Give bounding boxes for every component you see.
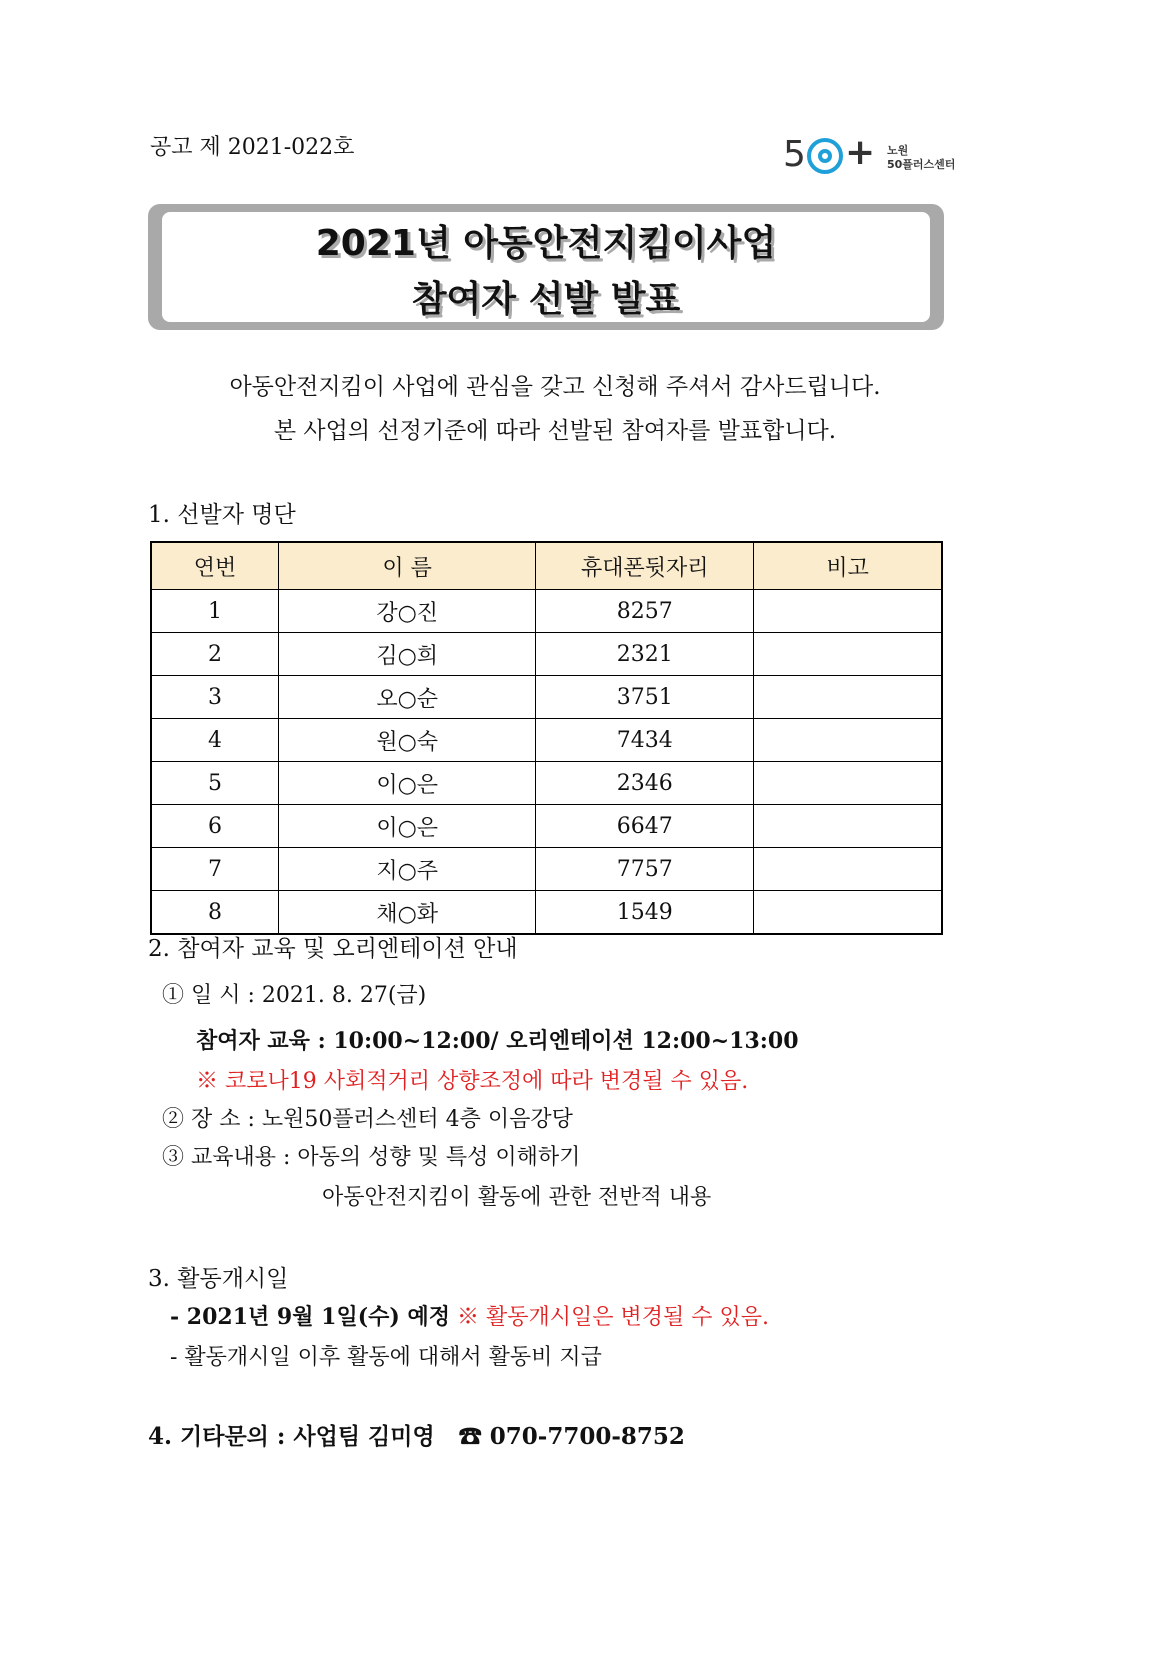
table-row — [151, 719, 942, 762]
table-cell — [754, 891, 942, 935]
title-box — [148, 204, 944, 330]
activity-pay: - 활동개시일 이후 활동에 대해서 활동비 지급 — [170, 1345, 602, 1370]
edu-note: ※ 코로나19 사회적거리 상향조정에 따라 변경될 수 있음. — [196, 1069, 749, 1094]
table-cell: 6647 — [536, 805, 754, 848]
table-cell: 오○순 — [278, 676, 535, 719]
table-cell: 김○희 — [278, 633, 535, 676]
table-row — [151, 676, 942, 719]
section3-heading: 3. 활동개시일 — [148, 1266, 289, 1292]
table-row — [151, 805, 942, 848]
table-cell: 7 — [151, 848, 278, 891]
start-date-note: ※ 활동개시일은 변경될 수 있음. — [456, 1305, 769, 1330]
selection-table — [150, 541, 943, 935]
table-cell: 3751 — [536, 676, 754, 719]
table-row — [151, 590, 942, 633]
edu-times: 참여자 교육 : 10:00~12:00/ 오리엔테이션 12:00~13:00 — [196, 1028, 799, 1054]
start-date: - 2021년 9월 1일(수) 예정 — [170, 1304, 450, 1330]
table-cell: 6 — [151, 805, 278, 848]
column-header: 비고 — [754, 542, 942, 590]
table-row — [151, 848, 942, 891]
table-cell: 1549 — [536, 891, 754, 935]
edu-content-2: 아동안전지킴이 활동에 관한 전반적 내용 — [322, 1185, 712, 1210]
intro-line-2: 본 사업의 선정기준에 따라 선발된 참여자를 발표합니다. — [273, 418, 837, 444]
edu-place: ② 장 소 : 노원50플러스센터 4층 이음강당 — [162, 1107, 573, 1132]
table-cell: 8 — [151, 891, 278, 935]
table-cell: 채○화 — [278, 891, 535, 935]
section4-heading: 4. 기타문의 : 사업팀 김미영 — [148, 1423, 435, 1450]
logo-text-2: 50플러스센터 — [887, 158, 956, 171]
table-row — [151, 762, 942, 805]
column-header: 휴대폰뒷자리 — [536, 542, 754, 590]
phone-icon: ☎ — [458, 1423, 482, 1450]
table-cell: 2346 — [536, 762, 754, 805]
table-cell: 5 — [151, 762, 278, 805]
table-cell: 강○진 — [278, 590, 535, 633]
logo-ring-icon — [807, 138, 843, 174]
column-header: 연번 — [151, 542, 278, 590]
logo-plus: + — [845, 132, 876, 173]
table-cell — [754, 633, 942, 676]
table-cell: 2 — [151, 633, 278, 676]
table-cell: 4 — [151, 719, 278, 762]
logo-text-1: 노원 — [887, 144, 909, 157]
table-cell — [754, 848, 942, 891]
table-cell — [754, 676, 942, 719]
title-line-1: 2021년 아동안전지킴이사업 — [315, 223, 777, 264]
table-cell — [754, 805, 942, 848]
logo — [783, 132, 958, 178]
table-cell: 지○주 — [278, 848, 535, 891]
table-cell: 이○은 — [278, 762, 535, 805]
table-cell: 1 — [151, 590, 278, 633]
table-cell: 8257 — [536, 590, 754, 633]
section1-heading: 1. 선발자 명단 — [148, 502, 296, 528]
table-cell: 7434 — [536, 719, 754, 762]
edu-date: ① 일 시 : 2021. 8. 27(금) — [162, 983, 427, 1008]
table-cell: 원○숙 — [278, 719, 535, 762]
table-cell — [754, 590, 942, 633]
edu-content: ③ 교육내용 : 아동의 성향 및 특성 이해하기 — [162, 1145, 581, 1170]
table-cell — [754, 762, 942, 805]
table-cell: 이○은 — [278, 805, 535, 848]
logo-mark: 5 — [783, 134, 806, 175]
table-cell: 7757 — [536, 848, 754, 891]
title — [162, 212, 930, 322]
table-row — [151, 633, 942, 676]
section2-heading: 2. 참여자 교육 및 오리엔테이션 안내 — [148, 936, 518, 962]
table-cell — [754, 719, 942, 762]
title-line-2: 참여자 선발 발표 — [411, 279, 681, 320]
table-cell: 2321 — [536, 633, 754, 676]
column-header: 이 름 — [278, 542, 535, 590]
notice-number: 공고 제 2021-022호 — [150, 135, 355, 160]
intro-line-1: 아동안전지킴이 사업에 관심을 갖고 신청해 주셔서 감사드립니다. — [229, 374, 881, 400]
phone-number: 070-7700-8752 — [489, 1423, 685, 1450]
table-row — [151, 891, 942, 935]
table-cell: 3 — [151, 676, 278, 719]
